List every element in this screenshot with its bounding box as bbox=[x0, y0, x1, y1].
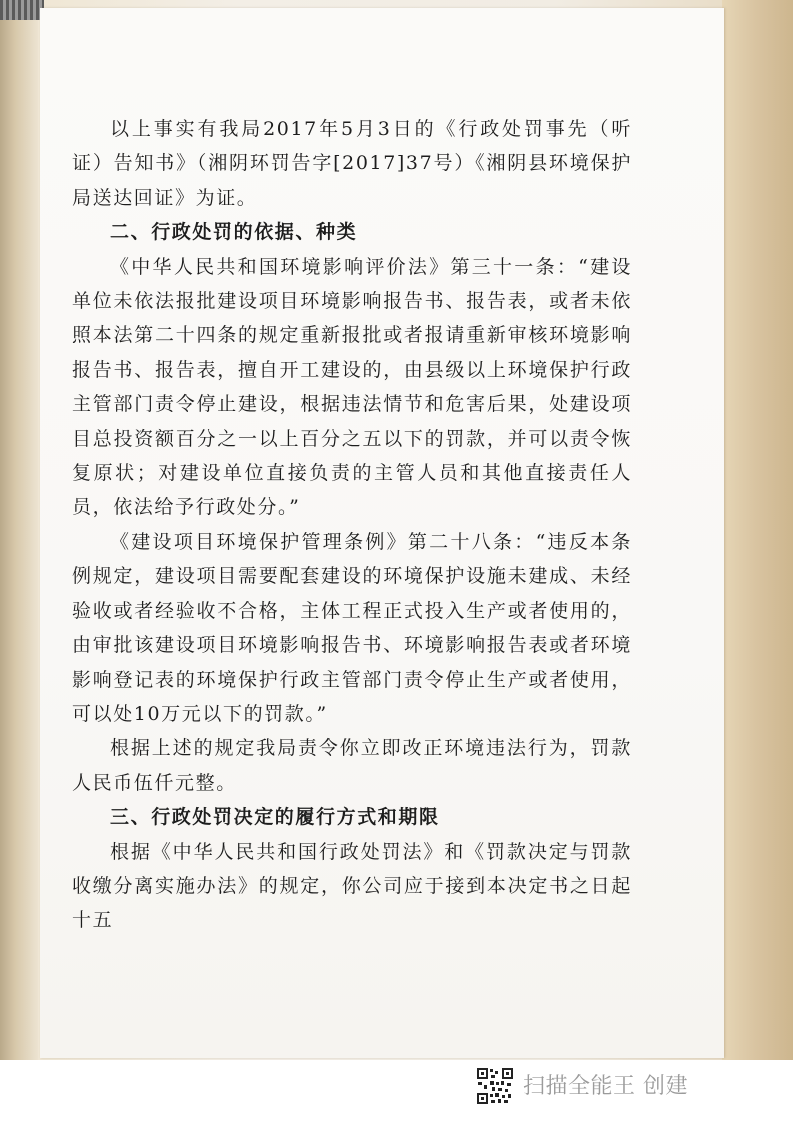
penalty-paragraph: 根据上述的规定我局责令你立即改正环境违法行为，罚款人民币伍仟元整。 bbox=[72, 737, 632, 794]
page-fold-shadow bbox=[722, 0, 793, 1060]
regulation-paragraph: 《建设项目环境保护管理条例》第二十八条：“违反本条例规定，建设项目需要配套建设的环境保护设施未建成、未经验收或者经验收不合格，主体工程正式投入生产或者使用的，由审批该建设项目环境影响报告书、环境影响报告表或者环境影响登记表的环境保护行政主管部门责令停止生产或者使用，可以处10万元以下的罚款。” bbox=[72, 530, 632, 725]
binding-edge bbox=[0, 0, 38, 1060]
document-body bbox=[72, 112, 632, 938]
qr-code-icon bbox=[476, 1067, 514, 1105]
eia-law-paragraph: 《中华人民共和国环境影响评价法》第三十一条：“建设单位未依法报批建设项目环境影响报告书、报告表，或者未依照本法第二十四条的规定重新报批或者报请重新审核环境影响报告书、报告表，擅自开工建设的，由县级以上环境保护行政主管部门责令停止建设，根据违法情节和危害后果，处建设项目总投资额百分之一以上百分之五以下的罚款，并可以责令恢复原状；对建设单位直接负责的主管人员和其他直接责任人员，依法给予行政处分。” bbox=[72, 255, 632, 519]
facts-paragraph: 以上事实有我局2017年5月3日的《行政处罚事先（听证）告知书》（湘阴环罚告字[2017]37号）《湘阴县环境保护局送达回证》为证。 bbox=[72, 118, 632, 209]
scanner-brand-label: 扫描全能王 创建 bbox=[523, 1074, 688, 1099]
section-heading-execution: 三、行政处罚决定的履行方式和期限 bbox=[110, 806, 440, 829]
execution-paragraph: 根据《中华人民共和国行政处罚法》和《罚款决定与罚款收缴分离实施办法》的规定，你公司应于接到本决定书之日起十五 bbox=[72, 840, 632, 932]
top-left-shadow bbox=[0, 0, 44, 20]
section-heading-basis: 二、行政处罚的依据、种类 bbox=[110, 221, 358, 244]
